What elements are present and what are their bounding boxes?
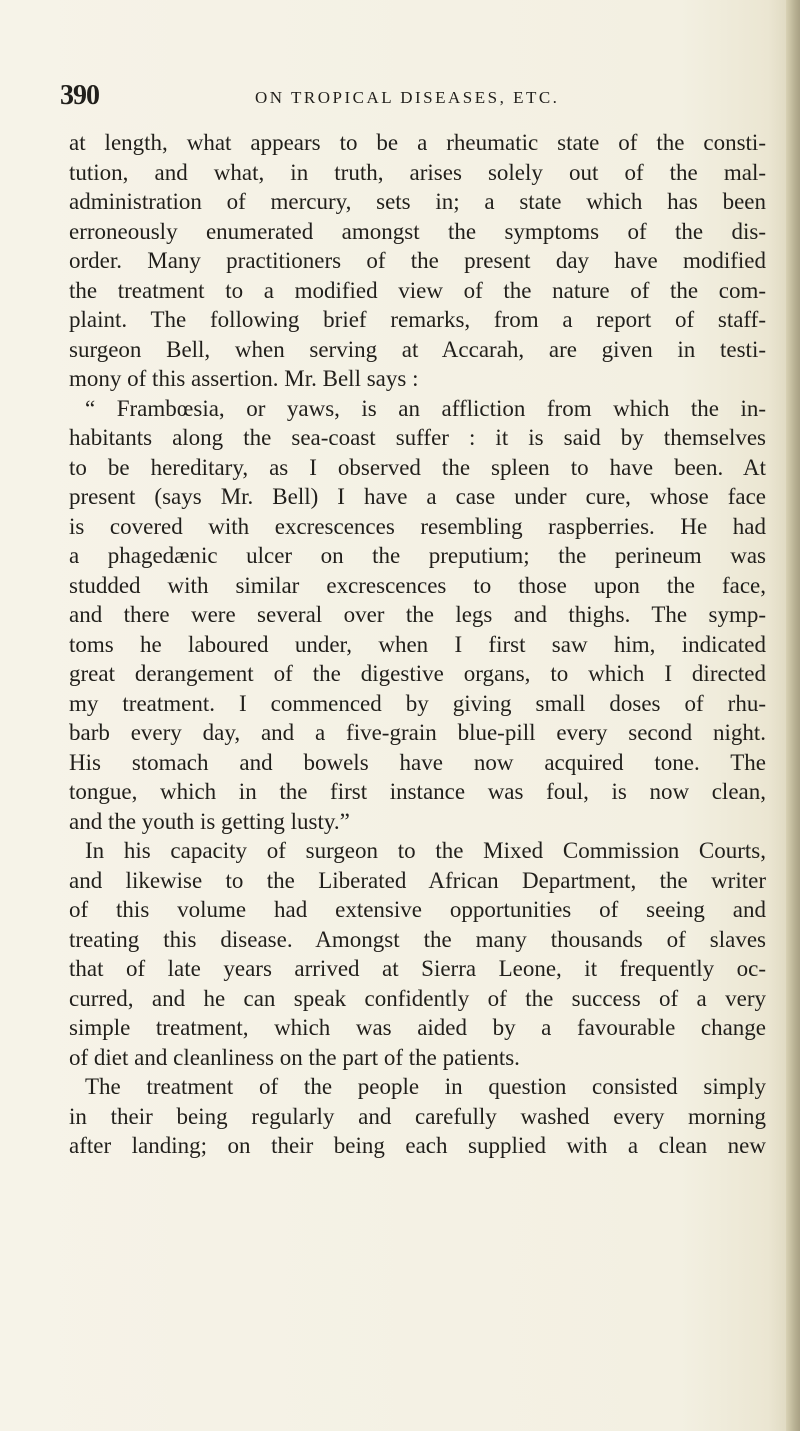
text-line: surgeon Bell, when serving at Accarah, are given in testi-: [69, 336, 766, 362]
text-line: and likewise to the Liberated African Department, the writer: [69, 867, 766, 893]
text-line: toms he laboured under, when I first saw him, indicated: [69, 631, 766, 657]
text-line: present (says Mr. Bell) I have a case under cure, whose face: [69, 484, 766, 509]
body-text: [69, 128, 766, 1161]
text-line: In his capacity of surgeon to the Mixed Commission Courts,: [85, 838, 766, 863]
text-line: administration of mercury, sets in; a state which has been: [69, 189, 766, 214]
page-number: 390: [60, 80, 99, 111]
text-line: at length, what appears to be a rheumatic state of the consti-: [69, 130, 766, 155]
text-line: plaint. The following brief remarks, from a report of staff-: [69, 307, 766, 332]
text-line: The treatment of the people in question consisted simply: [85, 1074, 766, 1099]
text-line: that of late years arrived at Sierra Leone, it frequently oc-: [69, 956, 766, 981]
text-line: barb every day, and a five-grain blue-pill every second night.: [69, 720, 766, 745]
text-line: “ Frambœsia, or yaws, is an affliction from which the in-: [85, 395, 766, 421]
text-line: of this volume had extensive opportunities of seeing and: [69, 897, 766, 922]
text-line: great derangement of the digestive organs, to which I directed: [69, 661, 766, 686]
text-line: after landing; on their being each supplied with a clean new: [69, 1133, 766, 1158]
text-line: curred, and he can speak confidently of the success of a very: [69, 985, 766, 1011]
text-line: the treatment to a modified view of the nature of the com-: [69, 277, 766, 303]
text-line: in their being regularly and carefully washed every morning: [69, 1103, 766, 1129]
page-edge-shadow: [786, 0, 800, 1431]
text-line: my treatment. I commenced by giving small doses of rhu-: [69, 690, 766, 716]
text-line: tution, and what, in truth, arises solely out of the mal-: [69, 159, 766, 185]
text-line: His stomach and bowels have now acquired tone. The: [69, 749, 766, 775]
text-line: of diet and cleanliness on the part of the patients.: [69, 1044, 520, 1070]
text-line: and there were several over the legs and thighs. The symp-: [69, 602, 766, 627]
text-line: mony of this assertion. Mr. Bell says :: [69, 366, 419, 391]
running-head: ON TROPICAL DISEASES, ETC.: [255, 88, 560, 107]
text-line: habitants along the sea-coast suffer : it is said by themselves: [69, 425, 766, 450]
text-line: simple treatment, which was aided by a favourable change: [69, 1015, 766, 1040]
text-line: is covered with excrescences resembling raspberries. He had: [69, 513, 766, 539]
page-header: [60, 80, 760, 114]
text-line: treating this disease. Amongst the many thousands of slaves: [69, 926, 766, 952]
text-line: order. Many practitioners of the present day have modified: [69, 248, 766, 273]
text-line: to be hereditary, as I observed the spleen to have been. At: [69, 454, 766, 480]
text-line: studded with similar excrescences to those upon the face,: [69, 572, 766, 598]
text-line: tongue, which in the first instance was foul, is now clean,: [69, 779, 766, 804]
text-line: erroneously enumerated amongst the symptoms of the dis-: [69, 218, 766, 244]
text-line: and the youth is getting lusty.”: [69, 808, 350, 834]
text-line: a phagedænic ulcer on the preputium; the perineum was: [69, 543, 766, 568]
